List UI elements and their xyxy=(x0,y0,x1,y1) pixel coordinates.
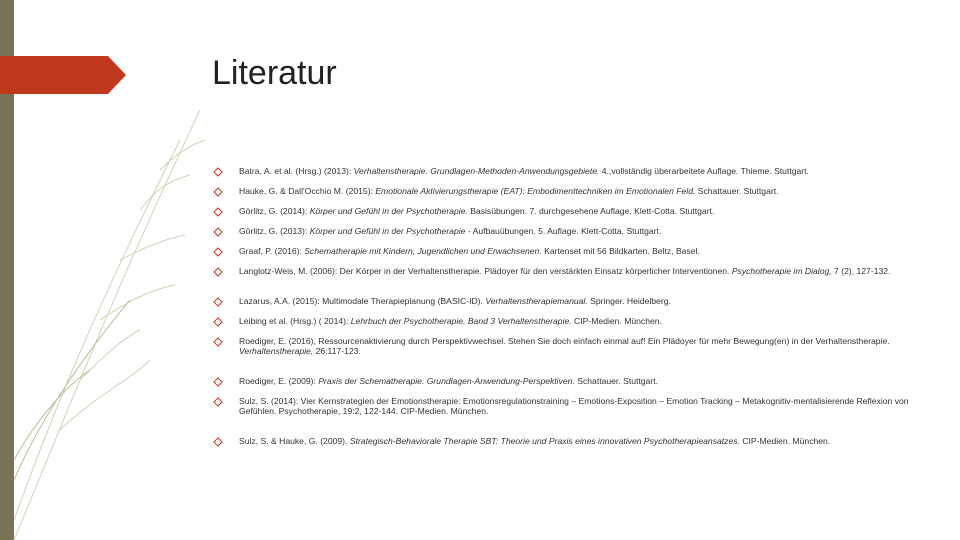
reference-item xyxy=(213,316,913,326)
reference-text: Leibing et al. (Hrsg.) ( 2014): xyxy=(239,316,351,326)
reference-title: Schematherapie mit Kindern, Jugendlichen und Erwachsenen. xyxy=(304,246,542,256)
diamond-bullet-icon xyxy=(213,337,223,347)
reference-item xyxy=(213,266,913,276)
reference-item xyxy=(213,206,913,216)
diamond-bullet-icon xyxy=(213,207,223,217)
reference-publisher: Psychotherapie, 19:2, 122-144. CIP-Medien. München. xyxy=(278,406,489,416)
diamond-bullet-icon xyxy=(213,247,223,257)
reference-publisher: CIP-Medien. München. xyxy=(571,316,662,326)
diamond-bullet-icon xyxy=(213,267,223,277)
reference-text: Roediger, E. (2009): xyxy=(239,376,319,386)
reference-list xyxy=(213,166,913,446)
reference-title: Verhaltenstherapie, xyxy=(239,346,314,356)
reference-title: Psychotherapie im Dialog, xyxy=(731,266,832,276)
reference-text: Sulz, S. & Hauke, G. (2009). xyxy=(239,436,350,446)
reference-text: Sulz, S. (2014): Vier Kernstrategien der Emotionstherapie: Emotionsregulationstraining – Emotions-Exposition – Emotion Tracking – Metakognitiv-mentalisierende Reflexion von Gefühlen. xyxy=(239,396,909,416)
diamond-bullet-icon xyxy=(213,317,223,327)
reference-item xyxy=(213,186,913,196)
reference-text: Görlitz, G. (2013): xyxy=(239,226,310,236)
reference-publisher: Kartenset mit 56 Bildkarten. Beltz, Basel. xyxy=(541,246,700,256)
reference-publisher: Schattauer. Stuttgart. xyxy=(574,376,658,386)
diamond-bullet-icon xyxy=(213,167,223,177)
reference-text: Lazarus, A.A. (2015): Multimodale Therapieplanung (BASIC-ID). xyxy=(239,296,486,306)
title-accent-arrow xyxy=(0,56,126,94)
reference-title: Körper und Gefühl in der Psychotherapie xyxy=(309,226,466,236)
reference-publisher: CIP-Medien. München. xyxy=(739,436,831,446)
reference-item xyxy=(213,226,913,236)
reference-text: Roediger, E. (2016), Ressourcenaktivierung durch Perspektivwechsel. Stehen Sie doch einfach einmal auf! Ein Plädoyer für mehr Bewegung(en) in der Verhaltenstherapie. xyxy=(239,336,890,346)
reference-publisher: 26:117-123. xyxy=(313,346,361,356)
reference-item xyxy=(213,246,913,256)
diamond-bullet-icon xyxy=(213,187,223,197)
decorative-leaf-graphic xyxy=(0,0,240,540)
diamond-bullet-icon xyxy=(213,377,223,387)
diamond-bullet-icon xyxy=(213,297,223,307)
reference-text: Hauke, G. & Dall'Occhio M. (2015): xyxy=(239,186,376,196)
reference-item xyxy=(213,166,913,176)
reference-publisher: - Aufbauübungen. 5. Auflage. Klett-Cotta. Stuttgart. xyxy=(465,226,662,236)
reference-text: Graaf, P. (2016): xyxy=(239,246,305,256)
reference-item xyxy=(213,396,913,416)
diamond-bullet-icon xyxy=(213,437,223,447)
reference-title: Körper und Gefühl in der Psychotherapie. xyxy=(309,206,468,216)
reference-text: Görlitz, G. (2014): xyxy=(239,206,310,216)
reference-item xyxy=(213,376,913,386)
reference-title: Lehrbuch der Psychotherapie. Band 3 Verhaltenstherapie. xyxy=(350,316,572,326)
reference-publisher: Schattauer. Stuttgart. xyxy=(695,186,779,196)
reference-title: Verhaltenstherapiemanual. xyxy=(485,296,588,306)
reference-publisher: Basisübungen. 7. durchgesehene Auflage. Klett-Cotta. Stuttgart. xyxy=(467,206,715,216)
slide-title: Literatur xyxy=(212,54,337,92)
reference-title: Strategisch-Behaviorale Therapie SBT: Theorie und Praxis eines innovativen Psychotherapieansatzes. xyxy=(349,436,740,446)
reference-publisher: 7 (2), 127-132. xyxy=(831,266,891,276)
reference-publisher: Springer. Heidelberg. xyxy=(587,296,671,306)
diamond-bullet-icon xyxy=(213,397,223,407)
reference-text: Batra, A. et al. (Hrsg.) (2013): xyxy=(239,166,354,176)
reference-item xyxy=(213,336,913,356)
diamond-bullet-icon xyxy=(213,227,223,237)
reference-text: Langlotz-Weis, M. (2006): Der Körper in der Verhaltenstherapie. Plädoyer für den verstärkten Einsatz körperlicher Interventionen. xyxy=(239,266,732,276)
reference-title: Verhaltenstherapie. Grundlagen-Methoden-Anwendungsgebiete. xyxy=(353,166,600,176)
reference-item xyxy=(213,296,913,306)
reference-title: Emotionale Aktivierungstherapie (EAT): Embodimenttechniken im Emotionalen Feld. xyxy=(375,186,696,196)
reference-item xyxy=(213,436,913,446)
reference-publisher: 4.,vollständig überarbeitete Auflage. Thieme. Stuttgart. xyxy=(599,166,809,176)
reference-title: Praxis der Schematherapie. Grundlagen-Anwendung-Perspektiven. xyxy=(318,376,575,386)
